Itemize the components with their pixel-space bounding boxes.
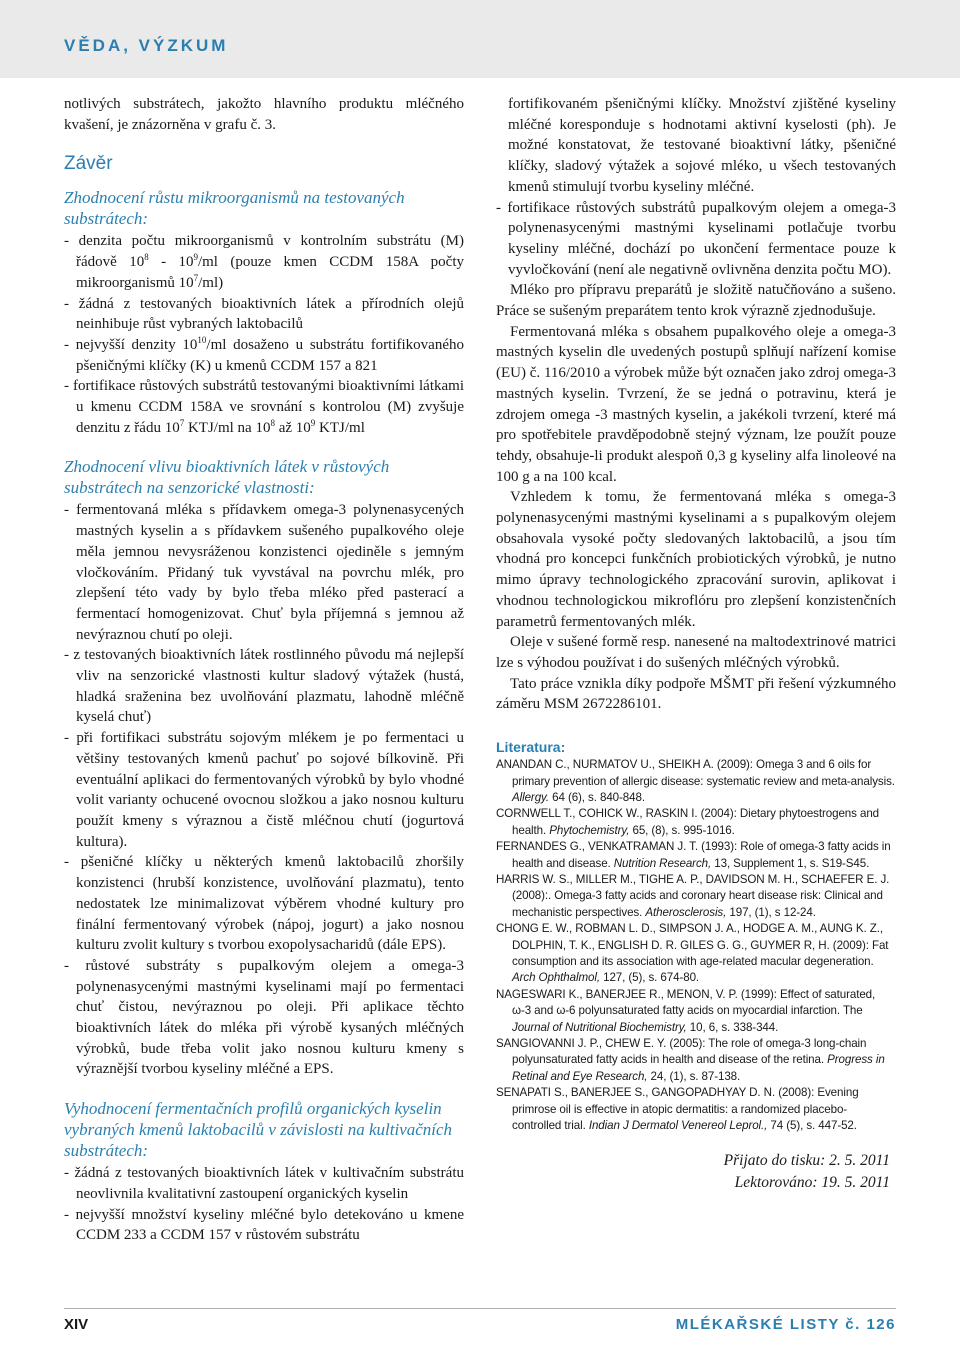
body-paragraph-1: Mléko pro přípravu preparátů je složitě natučňováno a sušeno. Práce se sušeným preparátem tento krok výrazně zjednodušuje. [496, 282, 896, 320]
literature-heading: Literatura: [496, 739, 566, 756]
reference-item: FERNANDES G., VENKATRAMAN J. T. (1993): Role of omega-3 fatty acids in health and disease. Nutrition Research, 13, Supplement 1, s. S19-S45. [496, 840, 891, 870]
growth-item-3: - nejvyšší denzity $10^{10}/ml$ dosaženo u substrátu fortifikovaného pšeničnými klíčky (K) u kmenů CCDM 157 a 821 [64, 334, 464, 374]
reference-item: SENAPATI S., BANERJEE S., GANGOPADHYAY D. N. (2008): Evening primrose oil is effective in atopic dermatitis: a randomized placebo-controlled trial. Indian J Dermatol Venereol Leprol., 74 (5), s. 447-52. [496, 1086, 859, 1133]
reviewed-date: Lektorováno: 19. 5. 2011 [734, 1174, 890, 1192]
intro-paragraph: notlivých substrátech, jakožto hlavního produktu mléčného kvašení, je znázorněna v grafu č. 3. [64, 96, 464, 133]
left-column [64, 94, 464, 1246]
sensory-item-5: - růstové substráty s pupalkovým olejem a omega-3 polynenasycenými mastnými kyselinami mají po fermentaci chuť čistou, nevýraznou po oleji. Při aplikace těchto bioaktivních látek do mléka při výrobě kysaných mléčných výrobků, bude třeba volit jako nosnou kulturu kmeny s výraznější tvorbou kyseliny mléčné a EPS. [64, 957, 464, 1078]
fermentation-item-1: - žádná z testovaných bioaktivních látek v kultivačním substrátu neovlivnila kvalitativní zastoupení organických kyselin [64, 1165, 464, 1202]
sensory-item-2: - z testovaných bioaktivních látek rostlinného původu má nejlepší vliv na senzorické vlastnosti kultur sladový výtažek (hustá, hladká sraženina bez uvolňování plazmatu, lahodně mléčně kyselá chuť) [64, 647, 464, 726]
reference-item: SANGIOVANNI J. P., CHEW E. Y. (2005): The role of omega-3 long-chain polyunsaturated fatty acids in health and disease of the retina. Progress in Retinal and Eye Research, 24, (1), s. 87-138. [496, 1037, 885, 1083]
reference-item: HARRIS W. S., MILLER M., TIGHE A. P., DAVIDSON M. H., SCHAEFER E. J. (2008):. Omega-3 fatty acids and coronary heart disease risk: Clinical and mechanistic perspectives. Atherosclerosis, 197, (1), s 12-24. [496, 872, 890, 919]
sensory-subheading: Zhodnocení vlivu bioaktivních látek v růstových substrátech na senzorické vlastnosti: [64, 457, 390, 498]
growth-item-2: - žádná z testovaných bioaktivních látek a přírodních olejů neinhibuje růst vybraných laktobacilů [64, 295, 464, 333]
section-title: VĚDA, VÝZKUM [64, 36, 229, 55]
reference-item: NAGESWARI K., BANERJEE R., MENON, V. P. (1999): Effect of saturated, ω-3 and ω-6 polyunsaturated fatty acids on myocardial infarction. The Journal of Nutritional Biochemistry, 10, 6, s. 338-344. [496, 987, 876, 1034]
continuation-paragraph: fortifikovaném pšeničnými klíčky. Množství zjištěné kyseliny mléčné koresponduje s hodnotami aktivní kyselosti (ph). Je možné konstatovat, že testované bioaktivní látky, pšeničné klíčky, sladový výtažek a sojové mléko, u všech testovaných kmenů stimulují tvorbu kyseliny mléčné. [508, 96, 896, 195]
fermentation-subheading: Vyhodnocení fermentačních profilů organických kyselin vybraných kmenů laktobacilů v závislosti na kultivačních substrátech: [64, 1099, 453, 1161]
sensory-item-3: - při fortifikaci substrátu sojovým mlékem je po fermentaci u většiny testovaných kmenů pachuť po sojové bílkovině. Při eventuální aplikaci do fermentovaných výrobků by bylo vhodné volit varianty ochucené ovocnou složkou a jako nosnou kulturu použít kmeny s výraznou a čistě mléčnou chutí (jogurtová kultura). [64, 730, 464, 850]
journal-name: MLÉKAŘSKÉ LISTY č. 126 [675, 1316, 896, 1333]
reference-item: ANANDAN C., NURMATOV U., SHEIKH A. (2009): Omega 3 and 6 oils for primary prevention of allergic disease: systematic review and meta-analysis. Allergy. 64 (6), s. 840-848. [496, 758, 895, 804]
sensory-item-1: - fermentovaná mléka s přídavkem omega-3 polynenasycených mastných kyselin a s přídavkem sušeného pupalkového oleje měla jemnou nevysráženou konzistenci ojediněle s jemným vločkováním. Přidaný tuk vyvstával na povrchu mlék, pro zlepšení této vady by bylo třeba mléko před pasterací a fermentací homogenizovat. Chuť byla příjemná s jemnou až nevýraznou chutí po oleji. [64, 502, 464, 643]
sensory-item-4: - pšeničné klíčky u některých kmenů laktobacilů zhoršily konzistenci (hrubší konzistence, uvolňování plazmatu), tento nedostatek lze minimalizovat výběrem vhodné kultury pro finální fermentovaný výrobek (nápoj, jogurt) a jako nosnou kulturu zvolit kultury s tvorbou exopolysacharidů (dále EPS). [64, 854, 464, 954]
acknowledgement-paragraph: Tato práce vznikla díky podpoře MŠMT při řešení výzkumného záměru MSM 2672286101. [496, 675, 896, 713]
footer-divider [64, 1308, 896, 1309]
reference-item: CHONG E. W., ROBMAN L. D., SIMPSON J. A., HODGE A. M., AUNG K. Z., DOLPHIN, T. K., ENGLISH D. R. GILES G. G., GUYMER R, H. (2009): Fat consumption and its association with age-related macular degeneration. Arch Ophthalmol, 127, (5), s. 674-80. [496, 922, 889, 985]
right-column [496, 94, 896, 1194]
publication-dates [496, 1150, 896, 1194]
conclusion-heading: Závěr [64, 153, 113, 175]
fermentation-item-3: - fortifikace růstových substrátů pupalkovým olejem a omega-3 polynenasycenými mastnými kyselinami potlačuje tvorbu kyseliny mléčné, dochází po ukončení fermentace pouze k vyvločkování (není ale negativně ovlivněna denzita počtu MO). [496, 199, 896, 278]
growth-item-4: - fortifikace růstových substrátů testovanými bioaktivními látkami u kmenu CCDM 158A ve srovnání s kontrolou (M) zvyšuje denzitu z řádu $10^7$ KTJ/ml na $10^8$ až $10^9$ KTJ/ml [64, 378, 464, 436]
body-paragraph-2: Fermentovaná mléka s obsahem pupalkového oleje a omega-3 mastných kyselin dle uvedených postupů splňují nařízení komise (EU) č. 116/2010 a výrobek může být označen jako zdroj omega-3 mastných kyselin. Tvrzení, že se jedná o potravinu, která je zdrojem omega -3 mastných kyselin, a jakékoli tvrzení, které má pro spotřebitele pravděpodobně stejný význam, lze použít pouze tehdy, obsahuje-li produkt alespoň 0,3 g kyseliny alfa linoleové na 100 g a na 100 kcal. [496, 323, 896, 485]
body-paragraph-3: Vzhledem k tomu, že fermentovaná mléka s omega-3 polynenasycenými mastnými kyselinami a s pupalkovým olejem obsahovala vysoké počty sledovaných laktobacilů, a jsou tím vhodná pro koncepci funkčních probiotických výrobků, je nutno mimo úpravy technologického zpracování surovin, aplikovat i vhodnou technologickou mikroflóru pro zlepšení konzistenčních parametrů fermentovaných mlék. [496, 489, 896, 630]
growth-subheading: Zhodnocení růstu mikroorganismů na testovaných substrátech: [64, 188, 405, 229]
body-paragraph-4: Oleje v sušené formě resp. nanesené na maltodextrinové matrici lze s výhodou používat i do sušených mléčných výrobků. [496, 634, 896, 671]
fermentation-item-2: - nejvyšší množství kyseliny mléčné bylo detekováno u kmene CCDM 233 a CCDM 157 v růstovém substrátu [64, 1206, 464, 1244]
reference-item: CORNWELL T., COHICK W., RASKIN I. (2004): Dietary phytoestrogens and health. Phytochemistry, 65, (8), s. 995-1016. [496, 807, 880, 837]
received-date: Přijato do tisku: 2. 5. 2011 [723, 1152, 890, 1170]
page-number: XIV [64, 1316, 89, 1333]
growth-item-1: - denzita počtu mikroorganismů v kontrolním substrátu (M) řádově $10^8 - 10^9/ml$ (pouze kmen CCDM 158A počty mikroorganismů $10^7/ml$) [64, 233, 465, 291]
